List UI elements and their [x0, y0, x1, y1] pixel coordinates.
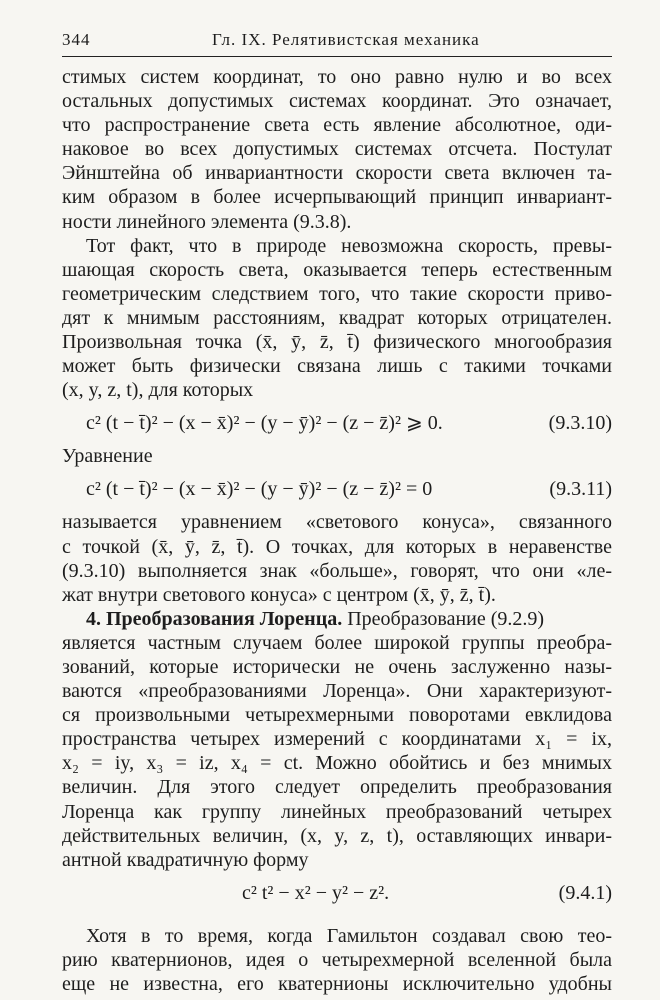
text-line: ности линейного элемента (9.3.8). — [62, 210, 352, 233]
section-heading-line — [62, 607, 612, 631]
text-line: шающая скорость света, оказывается теперь естественным — [62, 258, 612, 281]
text-line: ким образом в более исчерпывающий принцип инвариант- — [62, 186, 612, 209]
text-line: Преобразование (9.2.9) — [342, 607, 545, 630]
page-number: 344 — [62, 30, 91, 49]
equation-number: (9.4.1) — [558, 881, 612, 904]
text-line: ся произвольными четырехмерными поворотами евклидова — [62, 704, 612, 727]
text-line: является частным случаем более широкой группы преобра- — [62, 631, 612, 654]
text-line: ваются «преобразованиями Лоренца». Они характеризуют- — [62, 680, 612, 703]
page-body — [62, 65, 612, 996]
text-line: x₂ = iy, x₃ = iz, x₄ = ct. Можно обойтись и без мнимых — [62, 752, 612, 775]
text-line: (9.3.10) выполняется знак «больше», говорят, что они «ле- — [62, 559, 612, 582]
equation-9-3-10 — [62, 402, 612, 444]
text-line: жат внутри светового конуса» с центром (x̄, ȳ, z̄, t̄). — [62, 583, 496, 606]
text-line: еще не известна, его кватернионы исключительно удобны — [62, 973, 612, 995]
equation-9-4-1 — [62, 872, 612, 914]
equation-9-3-11 — [62, 468, 612, 510]
text-line: дят к мнимым расстояниям, квадрат которых отрицателен. — [62, 306, 612, 329]
word-equation-line: Уравнение — [62, 445, 153, 468]
text-line: Тот факт, что в природе невозможна скорость, превы- — [86, 234, 612, 257]
text-line: геометрическим следствием того, что такие скорости приво- — [62, 282, 612, 305]
text-line: стимых систем координат, то оно равно нулю и во всех — [62, 66, 612, 88]
text-line: рию кватернионов, идея о четырехмерной вселенной была — [62, 948, 612, 971]
text-line: пространства четырех измерений с координатами x₁ = ix, — [62, 728, 612, 751]
running-header — [62, 30, 612, 57]
text-line: Лоренца как группу линейных преобразований четырех — [62, 800, 612, 823]
paragraph-4 — [62, 607, 612, 872]
book-page — [62, 30, 612, 996]
running-title: Гл. IX. Релятивистская механика — [212, 30, 480, 49]
text-line: зований, которые исторически не очень заслуженно назы- — [62, 655, 612, 678]
text-line: действительных величин, (x, y, z, t), оставляющих инвари- — [62, 824, 612, 847]
text-line: Произвольная точка (x̄, ȳ, z̄, t̄) физического многообразия — [62, 331, 612, 354]
paragraph-3 — [62, 510, 612, 606]
text-line: может быть физически связана лишь с такими точками — [62, 355, 612, 378]
equation-formula: c² (t − t̄)² − (x − x̄)² − (y − ȳ)² − (z − z̄)² ⩾ 0. — [86, 412, 443, 435]
paragraph-2 — [62, 234, 612, 403]
equation-formula: c² t² − x² − y² − z². — [242, 881, 390, 904]
text-line: наковое во всех допустимых системах отсчета. Постулат — [62, 138, 612, 161]
text-line: что распространение света есть явление абсолютное, оди- — [62, 114, 612, 137]
text-line: величин. Для этого следует определить преобразования — [62, 776, 612, 799]
text-line: антной квадратичную форму — [62, 848, 309, 871]
text-line: Хотя в то время, когда Гамильтон создавал свою тео- — [86, 924, 612, 947]
equation-number: (9.3.11) — [549, 478, 612, 501]
text-line: называется уравнением «светового конуса», связанного — [62, 511, 612, 534]
paragraph-1 — [62, 65, 612, 234]
text-line: (x, y, z, t), для которых — [62, 379, 254, 402]
section-heading: 4. Преобразования Лоренца. — [86, 607, 343, 630]
paragraph-5 — [62, 924, 612, 996]
text-line: Эйнштейна об инвариантности скорости света включен та- — [62, 162, 612, 185]
text-line: с точкой (x̄, ȳ, z̄, t̄). О точках, для которых в неравенстве — [62, 535, 612, 558]
equation-number: (9.3.10) — [548, 412, 612, 435]
text-line: остальных допустимых системах координат. Это означает, — [62, 90, 612, 113]
equation-formula: c² (t − t̄)² − (x − x̄)² − (y − ȳ)² − (z − z̄)² = 0 — [86, 478, 433, 501]
